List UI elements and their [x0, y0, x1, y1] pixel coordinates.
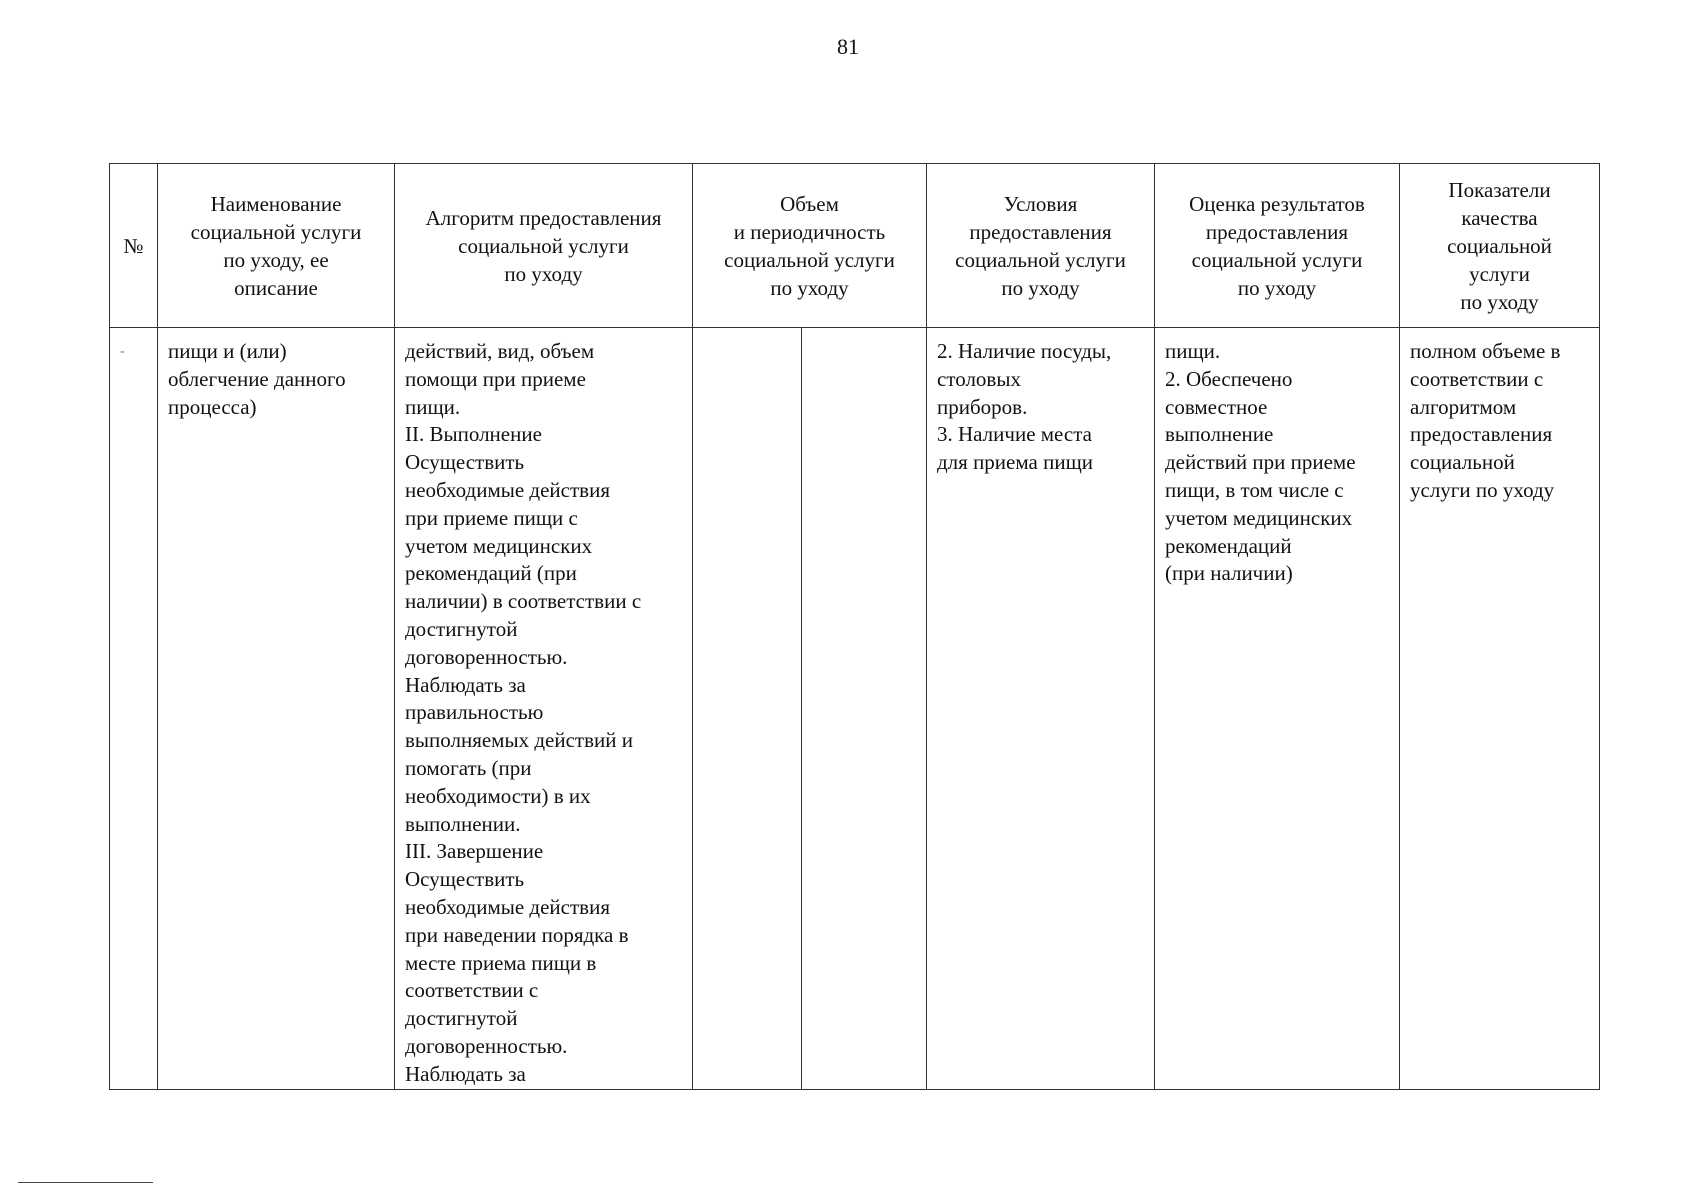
- text-line: пищи.: [1165, 339, 1221, 363]
- text-line: соответствии с: [1410, 366, 1544, 391]
- text-line: для приема пищи: [937, 450, 1093, 475]
- text-line: рекомендаций (при: [405, 561, 577, 586]
- table-header-row: [110, 164, 1600, 328]
- text-line: полном объеме в: [1410, 339, 1561, 363]
- text-line: процесса): [168, 394, 257, 419]
- text-line: наличии) в соответствии с: [405, 589, 642, 614]
- cell-conditions: [927, 328, 1155, 1090]
- header-volume-periodicity: [693, 164, 927, 328]
- text-line: и периодичность: [733, 219, 886, 244]
- text-line: при наведении порядка в: [405, 922, 629, 947]
- text-line: пищи.: [405, 394, 461, 419]
- text-line: 3. Наличие места: [937, 422, 1092, 447]
- cell-volume: [693, 328, 802, 1090]
- text-line: облегчение данного: [168, 366, 346, 391]
- cell-number: [110, 328, 158, 1090]
- text-line: помогать (при: [405, 755, 532, 780]
- cell-service-name: [158, 328, 395, 1090]
- header-service-name: [158, 164, 395, 328]
- cell-result-evaluation: [1155, 328, 1400, 1090]
- cell-quality-indicators: [1400, 328, 1600, 1090]
- text-line: учетом медицинских: [405, 533, 593, 558]
- text-line: Наименование: [210, 191, 342, 216]
- text-line: правильностью: [405, 700, 544, 725]
- text-line: необходимости) в их: [405, 783, 591, 808]
- text-line: Осуществить: [405, 867, 525, 892]
- text-line: необходимые действия: [405, 477, 610, 502]
- text-line: Объем: [780, 191, 839, 216]
- text-line: договоренностью.: [405, 1033, 568, 1058]
- text-line: соответствии с: [405, 978, 539, 1003]
- text-line: социальной: [1410, 450, 1515, 475]
- cell-periodicity: [802, 328, 927, 1090]
- text-line: пищи, в том числе с: [1165, 477, 1344, 502]
- text-line: Наблюдать за: [405, 672, 526, 697]
- text-line: предоставления: [1410, 422, 1553, 447]
- text-line: выполнении.: [405, 811, 521, 836]
- text-line: действий, вид, объем: [405, 339, 595, 363]
- header-number: [110, 164, 158, 328]
- text-line: Осуществить: [405, 450, 525, 475]
- text-line: II. Выполнение: [405, 422, 542, 447]
- text-line: приборов.: [937, 394, 1028, 419]
- text-line: услуги по уходу: [1410, 477, 1555, 502]
- scan-edge-rule: [18, 1182, 153, 1183]
- text-line: алгоритмом: [1410, 394, 1517, 419]
- text-line: столовых: [937, 366, 1021, 391]
- text-line: -: [120, 344, 125, 359]
- text-line: социальной услуги: [1191, 247, 1363, 272]
- text-line: III. Завершение: [405, 839, 544, 864]
- text-line: по уходу: [1460, 289, 1539, 314]
- text-line: по уходу: [1237, 275, 1317, 300]
- text-line: социальной услуги: [190, 219, 362, 244]
- page-number: 81: [837, 34, 859, 59]
- text-line: предоставления: [969, 219, 1112, 244]
- header-conditions: [927, 164, 1155, 328]
- table-row: [110, 328, 1600, 1090]
- social-services-table: [109, 163, 1600, 1090]
- text-line: по уходу: [770, 275, 849, 300]
- text-line: договоренностью.: [405, 644, 568, 669]
- text-line: помощи при приеме: [405, 366, 586, 391]
- text-line: социальной услуги: [955, 247, 1126, 272]
- text-line: совместное: [1165, 394, 1268, 419]
- text-line: социальной услуги: [458, 233, 629, 258]
- text-line: Условия: [1003, 191, 1078, 216]
- header-algorithm: [395, 164, 693, 328]
- text-line: №: [123, 233, 144, 258]
- text-line: Показатели: [1448, 177, 1551, 202]
- text-line: действий при приеме: [1165, 450, 1356, 475]
- text-line: по уходу: [1001, 275, 1080, 300]
- header-result-evaluation: [1155, 164, 1400, 328]
- text-line: социальной услуги: [724, 247, 895, 272]
- header-quality-indicators: [1400, 164, 1600, 328]
- text-line: месте приема пищи в: [405, 950, 597, 975]
- text-line: качества: [1461, 205, 1538, 230]
- text-line: выполняемых действий и: [405, 728, 633, 753]
- text-line: по уходу: [504, 261, 583, 286]
- text-line: предоставления: [1205, 219, 1349, 244]
- text-line: необходимые действия: [405, 894, 610, 919]
- text-line: Оценка результатов: [1189, 191, 1365, 216]
- text-line: достигнутой: [405, 616, 518, 641]
- text-line: социальной: [1447, 233, 1552, 258]
- text-line: Наблюдать за: [405, 1061, 526, 1086]
- text-line: выполнение: [1165, 422, 1274, 447]
- text-line: рекомендаций: [1165, 533, 1292, 558]
- text-line: услуги: [1469, 261, 1530, 286]
- text-line: 2. Наличие посуды,: [937, 339, 1112, 363]
- text-line: по уходу, ее: [223, 247, 329, 272]
- text-line: Алгоритм предоставления: [425, 205, 662, 230]
- text-line: при приеме пищи с: [405, 505, 578, 530]
- text-line: 2. Обеспечено: [1165, 366, 1293, 391]
- text-line: описание: [234, 275, 318, 300]
- text-line: пищи и (или): [168, 339, 287, 363]
- text-line: учетом медицинских: [1165, 505, 1353, 530]
- cell-algorithm: [395, 328, 693, 1090]
- text-line: достигнутой: [405, 1006, 518, 1031]
- text-line: (при наличии): [1165, 561, 1293, 586]
